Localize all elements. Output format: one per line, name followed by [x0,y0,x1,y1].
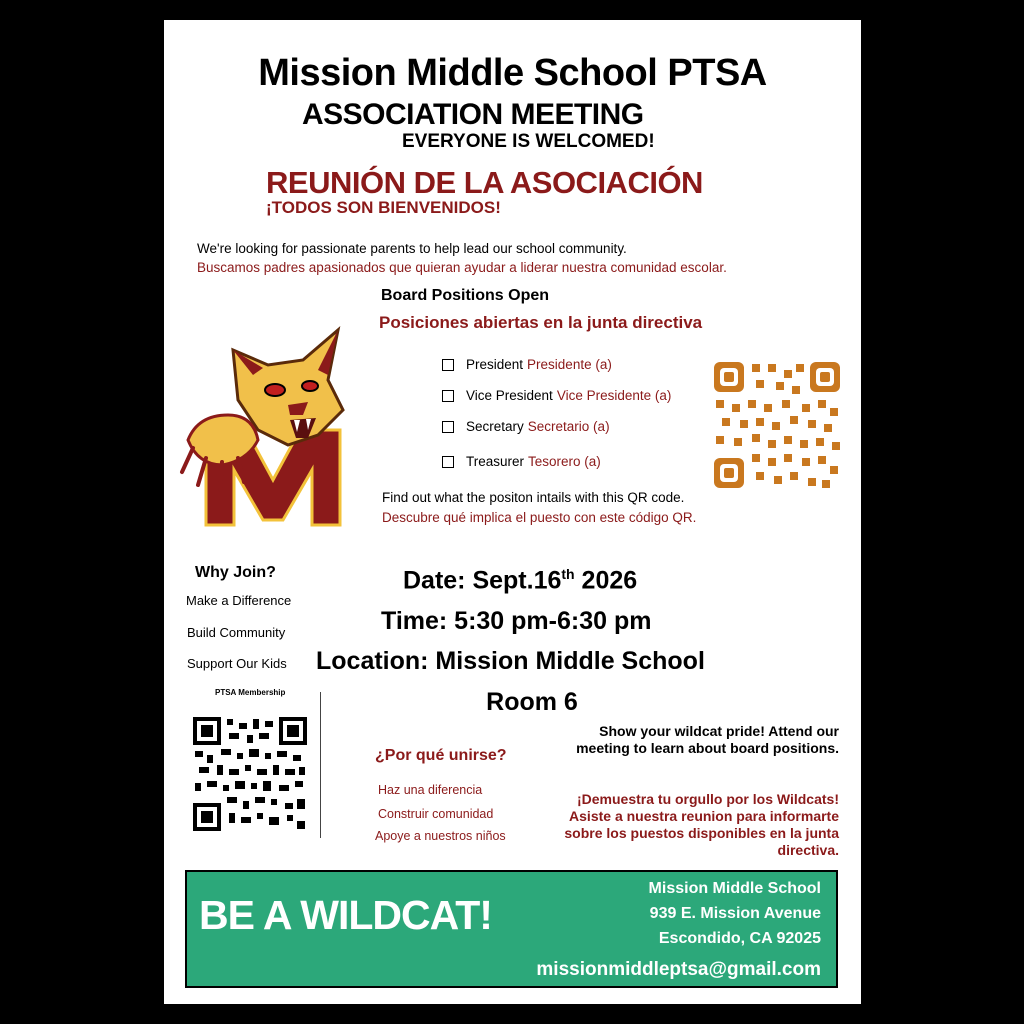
board-positions-heading-es: Posiciones abiertas en la junta directiva [379,313,703,332]
position-label: Treasurer [466,454,525,469]
pride-spanish: ¡Demuestra tu orgullo por los Wildcats! Asiste a nuestra reunion para informarte sobre los puestos disponibles en la junta directiva. [564,791,839,858]
intro-english: We're looking for passionate parents to help lead our school community. [197,241,627,256]
page-title: Mission Middle School PTSA [258,52,767,94]
intro-spanish: Buscamos padres apasionados que quieran ayudar a liderar nuestra comunidad escolar. [197,260,727,275]
position-label-es: Secretario (a) [527,419,610,434]
event-date: Date: Sept.16th 2026 [403,566,638,595]
position-treasurer[interactable] [442,454,601,469]
why-item: Support Our Kids [187,656,287,671]
why-join-heading: Why Join? [195,564,276,581]
event-time: Time: 5:30 pm-6:30 pm [381,607,652,635]
position-secretary[interactable] [442,419,610,434]
find-out-english: Find out what the positon intails with this QR code. [382,490,685,505]
porque-item: Haz una diferencia [378,783,483,797]
why-item: Make a Difference [186,593,292,608]
checkbox-icon[interactable] [442,390,454,402]
pride-english: Show your wildcat pride! Attend our meeting to learn about board positions. [576,723,839,756]
position-president[interactable] [442,357,612,372]
porque-heading: ¿Por qué unirse? [375,747,507,764]
membership-label: PTSA Membership [215,688,286,697]
school-street: 939 E. Mission Avenue [649,905,821,922]
position-label-es: Presidente (a) [527,357,612,372]
porque-item: Construir comunidad [378,807,494,821]
checkbox-icon[interactable] [442,359,454,371]
board-positions-heading: Board Positions Open [381,287,550,304]
event-location: Location: Mission Middle School [316,647,705,675]
footer-banner [185,870,838,988]
school-city: Escondido, CA 92025 [658,930,821,947]
position-label: Vice President [466,388,553,403]
contact-email[interactable]: missionmiddleptsa@gmail.com [536,959,821,980]
reunion-heading: REUNIÓN DE LA ASOCIACIÓN [266,165,703,200]
qr-code-icon[interactable] [712,360,842,490]
why-item: Build Community [187,625,286,640]
checkbox-icon[interactable] [442,421,454,433]
position-label-es: Vice Presidente (a) [556,388,672,403]
school-name: Mission Middle School [648,880,821,897]
welcome-subheading: EVERYONE IS WELCOMED! [402,131,655,152]
wildcat-mascot-icon [178,320,368,528]
wildcat-slogan: BE A WILDCAT! [199,892,492,938]
checkbox-icon[interactable] [442,456,454,468]
flyer-page [164,20,861,1004]
porque-item: Apoye a nuestros niños [375,829,506,843]
event-room: Room 6 [486,688,578,716]
find-out-spanish: Descubre qué implica el puesto con este código QR. [382,510,697,525]
position-vice-president[interactable] [442,388,671,403]
position-label: Secretary [466,419,524,434]
qr-code-icon[interactable] [193,717,307,831]
position-label: President [466,357,524,372]
position-label-es: Tesorero (a) [528,454,601,469]
meeting-heading: ASSOCIATION MEETING [302,98,644,131]
bienvenidos-subheading: ¡TODOS SON BIENVENIDOS! [266,198,501,217]
